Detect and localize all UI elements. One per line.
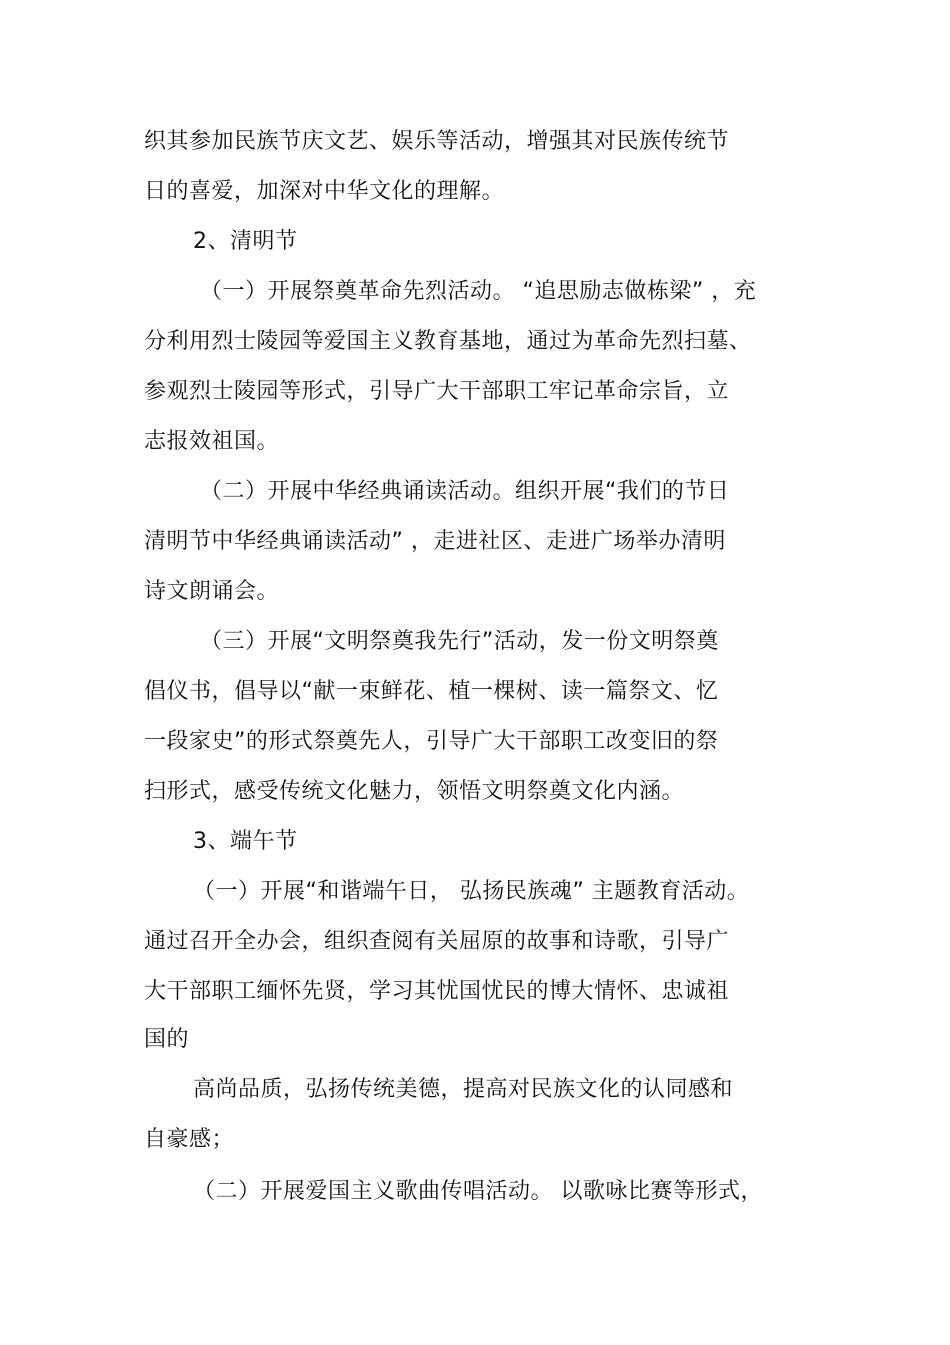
- section-heading: 2、清明节: [193, 229, 298, 254]
- text-line: 分利用烈士陵园等爱国主义教育基地，通过为革命先烈扫墓、: [144, 329, 752, 354]
- text-line: （三）开展“文明祭奠我先行”活动，发一份文明祭奠: [200, 629, 719, 654]
- text-line: 清明节中华经典诵读活动” ，走进社区、走进广场举办清明: [144, 529, 726, 554]
- text-line: 织其参加民族节庆文艺、娱乐等活动，增强其对民族传统节: [144, 129, 730, 154]
- text-line: （二）开展爱国主义歌曲传唱活动。 以歌咏比赛等形式，: [193, 1179, 763, 1204]
- text-line: （一）开展“和谐端午日， 弘扬民族魂” 主题教育活动。: [193, 879, 750, 904]
- text-line: （一）开展祭奠革命先烈活动。 “追思励志做栋梁” ，充: [200, 279, 757, 304]
- text-line: 参观烈士陵园等形式，引导广大干部职工牢记革命宗旨，立: [144, 379, 730, 404]
- text-line: 倡仪书，倡导以“献一束鲜花、植一棵树、读一篇祭文、忆: [144, 679, 719, 704]
- text-line: 一段家史”的形式祭奠先人，引导广大干部职工改变旧的祭: [144, 729, 719, 754]
- text-line: 高尚品质，弘扬传统美德，提高对民族文化的认同感和: [193, 1077, 734, 1102]
- text-line: 通过召开全办会，组织查阅有关屈原的故事和诗歌，引导广: [144, 929, 730, 954]
- text-line: （二）开展中华经典诵读活动。组织开展“我们的节日: [200, 479, 730, 504]
- text-line: 国的: [144, 1027, 190, 1052]
- text-line: 志报效祖国。: [144, 429, 280, 454]
- section-heading: 3、端午节: [193, 829, 298, 854]
- text-line: 日的喜爱，加深对中华文化的理解。: [144, 179, 505, 204]
- text-line: 诗文朗诵会。: [144, 579, 280, 604]
- text-line: 扫形式，感受传统文化魅力，领悟文明祭奠文化内涵。: [144, 779, 685, 804]
- text-line: 大干部职工缅怀先贤，学习其忧国忧民的博大情怀、忠诚祖: [144, 979, 730, 1004]
- text-line: 自豪感；: [144, 1127, 235, 1152]
